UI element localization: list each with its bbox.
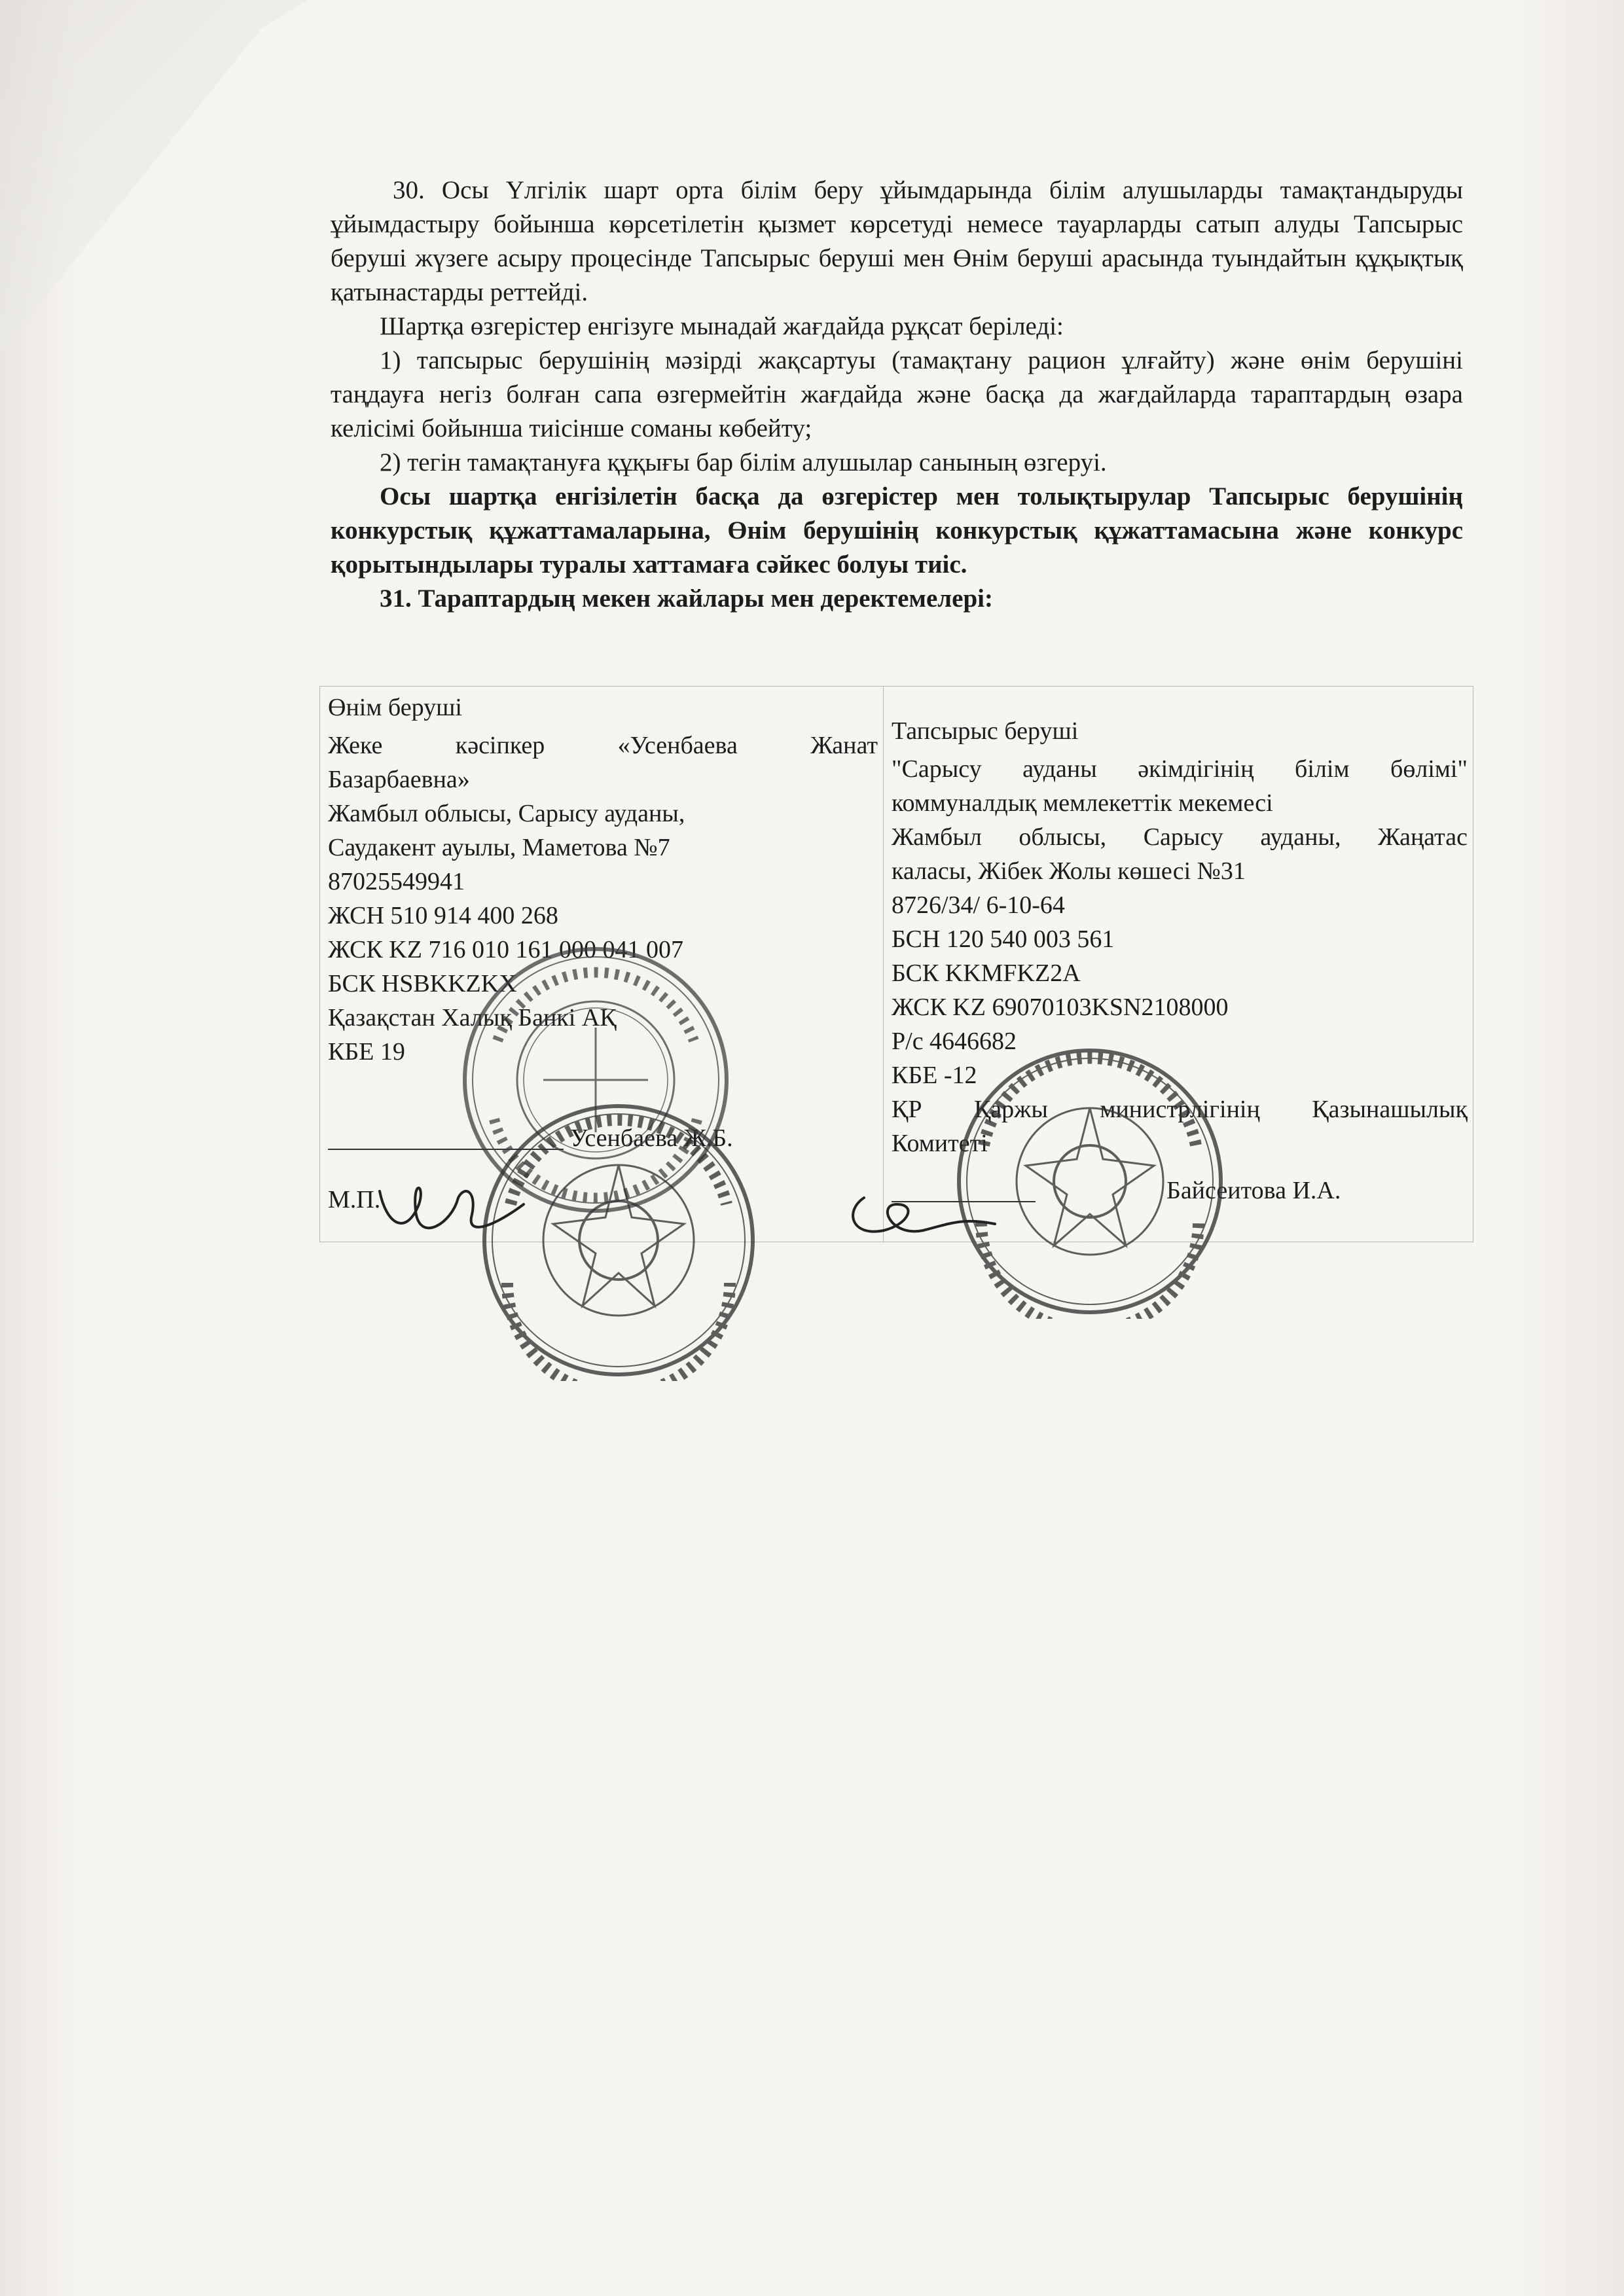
customer-treasury-line2: Комитеті — [892, 1130, 988, 1157]
other-changes: Осы шартқа енгізілетін басқа да өзгерістер мен толықтырулар Тапсырыс берушінің конкурстық құжаттамаларына, Өнім берушінің конкурстық құжаттамасына және конкурс қорытындылары туралы хаттамаға сәйкес болуы тиіс. — [331, 482, 1463, 579]
customer-phone: 8726/34/ 6-10-64 — [892, 891, 1065, 919]
supplier-name-line1: Жеке кәсіпкер «Усенбаева Жанат — [328, 732, 878, 759]
customer-name-line2: коммуналдық мемлекеттік мекемесі — [892, 789, 1273, 817]
changes-item-1: 1) тапсырыс берушінің мәзірді жақсартуы (тамақтану рацион ұлғайту) және өнім берушіні таңдауға негіз болған сапа өзгермейтін жағдайда және басқа да жағдайларда тараптардың өзара келісімі бойынша тиісінше соманы көбейту; — [331, 346, 1463, 442]
customer-address2: каласы, Жібек Жолы көшесі №31 — [892, 857, 1246, 885]
supplier-bik: БСК HSBKKZKX — [328, 970, 517, 997]
supplier-iik: ЖСК KZ 716 010 161 000 041 007 — [328, 936, 683, 963]
supplier-kbe: КБЕ 19 — [328, 1038, 405, 1066]
customer-account: Р/с 4646682 — [892, 1028, 1017, 1055]
customer-kbe: КБЕ -12 — [892, 1062, 977, 1089]
supplier-address2: Саудакент ауылы, Маметова №7 — [328, 834, 670, 861]
customer-bin: БСН 120 540 003 561 — [892, 925, 1115, 953]
customer-address1: Жамбыл облысы, Сарысу ауданы, Жаңатас — [892, 823, 1468, 851]
changes-item-2: 2) тегін тамақтануға құқығы бар білім алушылар санының өзгеруі. — [380, 448, 1107, 476]
supplier-phone: 87025549941 — [328, 868, 465, 895]
supplier-bank: Қазақстан Халық Банкі АҚ — [328, 1004, 617, 1031]
supplier-signatory: Усенбаева Ж.Б. — [570, 1124, 733, 1152]
clause-30: 30. Осы Үлгілік шарт орта білім беру ұйымдарында білім алушыларды тамақтандыруды ұйымдастыру бойынша көрсетілетін қызмет көрсетуді немесе тауарларды сатып алуды Тапсырыс беруші жүзеге асыру процесінде Тапсырыс беруші мен Өнім беруші арасында туындайтын құқықтық қатынастарды реттейді. — [331, 176, 1463, 306]
supplier-address1: Жамбыл облысы, Сарысу ауданы, — [328, 800, 685, 827]
customer-signatory: Байсеитова И.А. — [1166, 1177, 1341, 1204]
customer-heading: Тапсырыс беруші — [892, 717, 1079, 745]
contract-body — [331, 173, 1463, 616]
supplier-iin: ЖСН 510 914 400 268 — [328, 902, 558, 929]
customer-name-line1: "Сарысу ауданы әкімдігінің білім бөлімі" — [892, 755, 1468, 783]
supplier-mp: М.П. — [328, 1186, 381, 1213]
customer-signature-handwritten — [838, 1178, 1008, 1257]
supplier-name-line2: Базарбаевна» — [328, 766, 470, 793]
customer-iik: ЖСК KZ 69070103KSN2108000 — [892, 994, 1229, 1021]
clause-31: 31. Тараптардың мекен жайлары мен деректемелері: — [380, 584, 993, 613]
changes-intro: Шартқа өзгерістер енгізуге мынадай жағдайда рұқсат беріледі: — [380, 312, 1064, 340]
customer-treasury-line1: ҚР Қаржы министрлігінің Қазынашылық — [892, 1096, 1468, 1123]
customer-bik: БСК KKMFKZ2A — [892, 960, 1081, 987]
supplier-heading: Өнім беруші — [328, 694, 462, 721]
supplier-signature-handwritten — [367, 1165, 537, 1257]
